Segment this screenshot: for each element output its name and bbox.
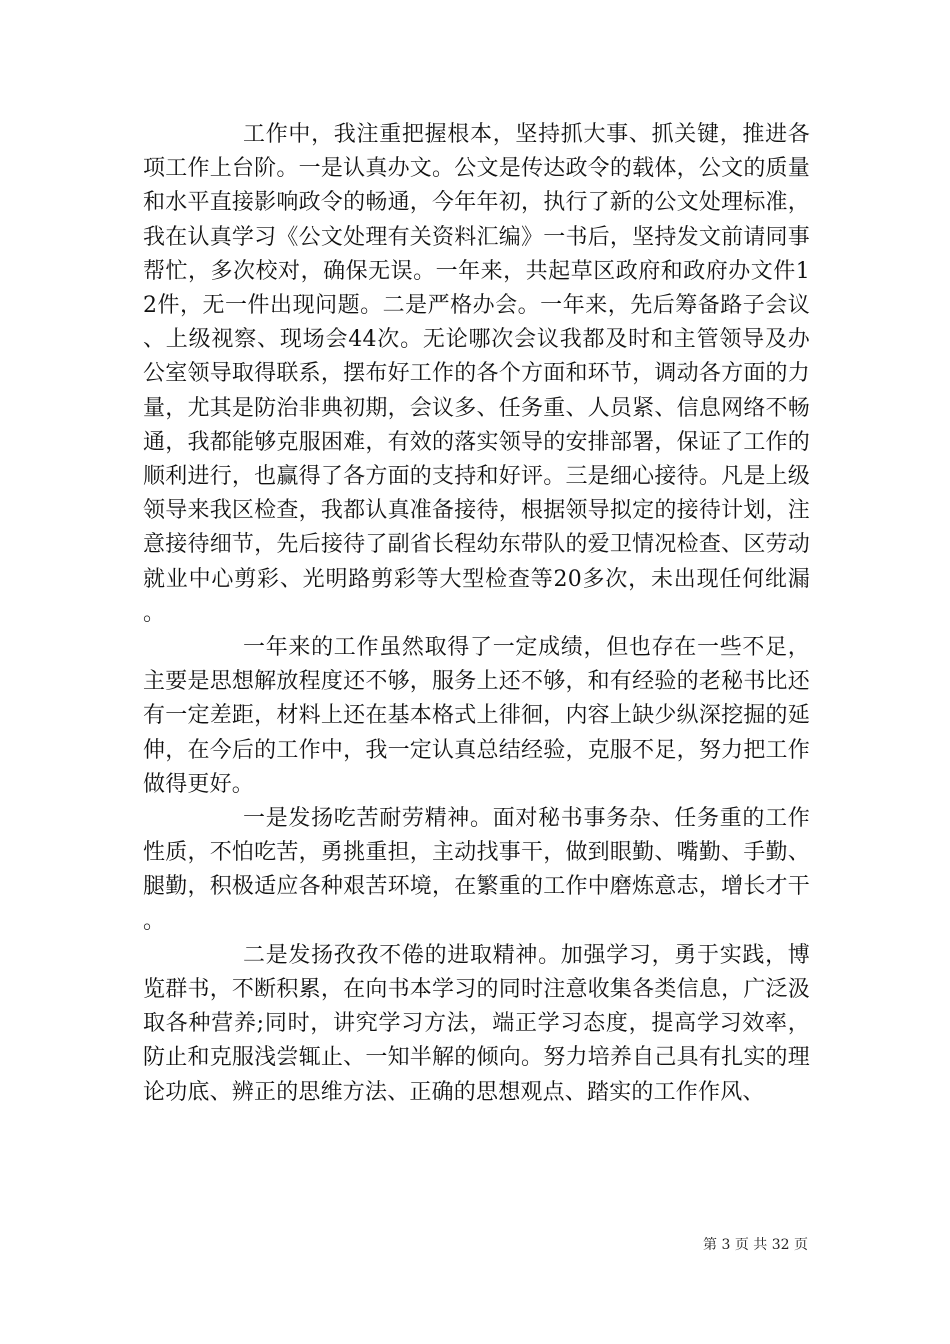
document-body [143,118,810,1110]
paragraph-hardworking-spirit: 一是发扬吃苦耐劳精神。面对秘书事务杂、任务重的工作性质，不怕吃苦，勇挑重担，主动找事干，做到眼勤、嘴勤、手勤、腿勤，积极适应各种艰苦环境，在繁重的工作中磨炼意志，增长才干。 [143,806,810,934]
paragraph-shortcomings: 一年来的工作虽然取得了一定成绩，但也存在一些不足，主要是思想解放程度还不够，服务上还不够，和有经验的老秘书比还有一定差距，材料上还在基本格式上徘徊，内容上缺少纵深挖掘的延伸，在今后的工作中，我一定认真总结经验，克服不足，努力把工作做得更好。 [143,635,810,797]
page-number-footer: 第 3 页 共 32 页 [703,1237,808,1253]
paragraph-enterprising-spirit: 二是发扬孜孜不倦的进取精神。加强学习，勇于实践，博览群书，不断积累，在向书本学习的同时注意收集各类信息，广泛汲取各种营养;同时，讲究学习方法，端正学习态度，提高学习效率，防止和克服浅尝辄止、一知半解的倾向。努力培养自己具有扎实的理论功底、辨正的思维方法、正确的思想观点、踏实的工作作风、 [143,942,810,1105]
paragraph-work-summary: 工作中，我注重把握根本，坚持抓大事、抓关键，推进各项工作上台阶。一是认真办文。公文是传达政令的载体，公文的质量和水平直接影响政令的畅通，今年年初，执行了新的公文处理标准，我在认真学习《公文处理有关资料汇编》一书后，坚持发文前请同事帮忙，多次校对，确保无误。一年来，共起草区政府和政府办文件12件，无一件出现问题。二是严格办会。一年来，先后筹备路子会议、上级视察、现场会44次。无论哪次会议我都及时和主管领导及办公室领导取得联系，摆布好工作的各个方面和环节，调动各方面的力量，尤其是防治非典初期，会议多、任务重、人员紧、信息网络不畅通，我都能够克服困难，有效的落实领导的安排部署，保证了工作的顺利进行，也赢得了各方面的支持和好评。三是细心接待。凡是上级领导来我区检查，我都认真准备接待，根据领导拟定的接待计划，注意接待细节，先后接待了副省长程幼东带队的爱卫情况检查、区劳动就业中心剪彩、光明路剪彩等大型检查等20多次，未出现任何纰漏。 [143,122,810,626]
